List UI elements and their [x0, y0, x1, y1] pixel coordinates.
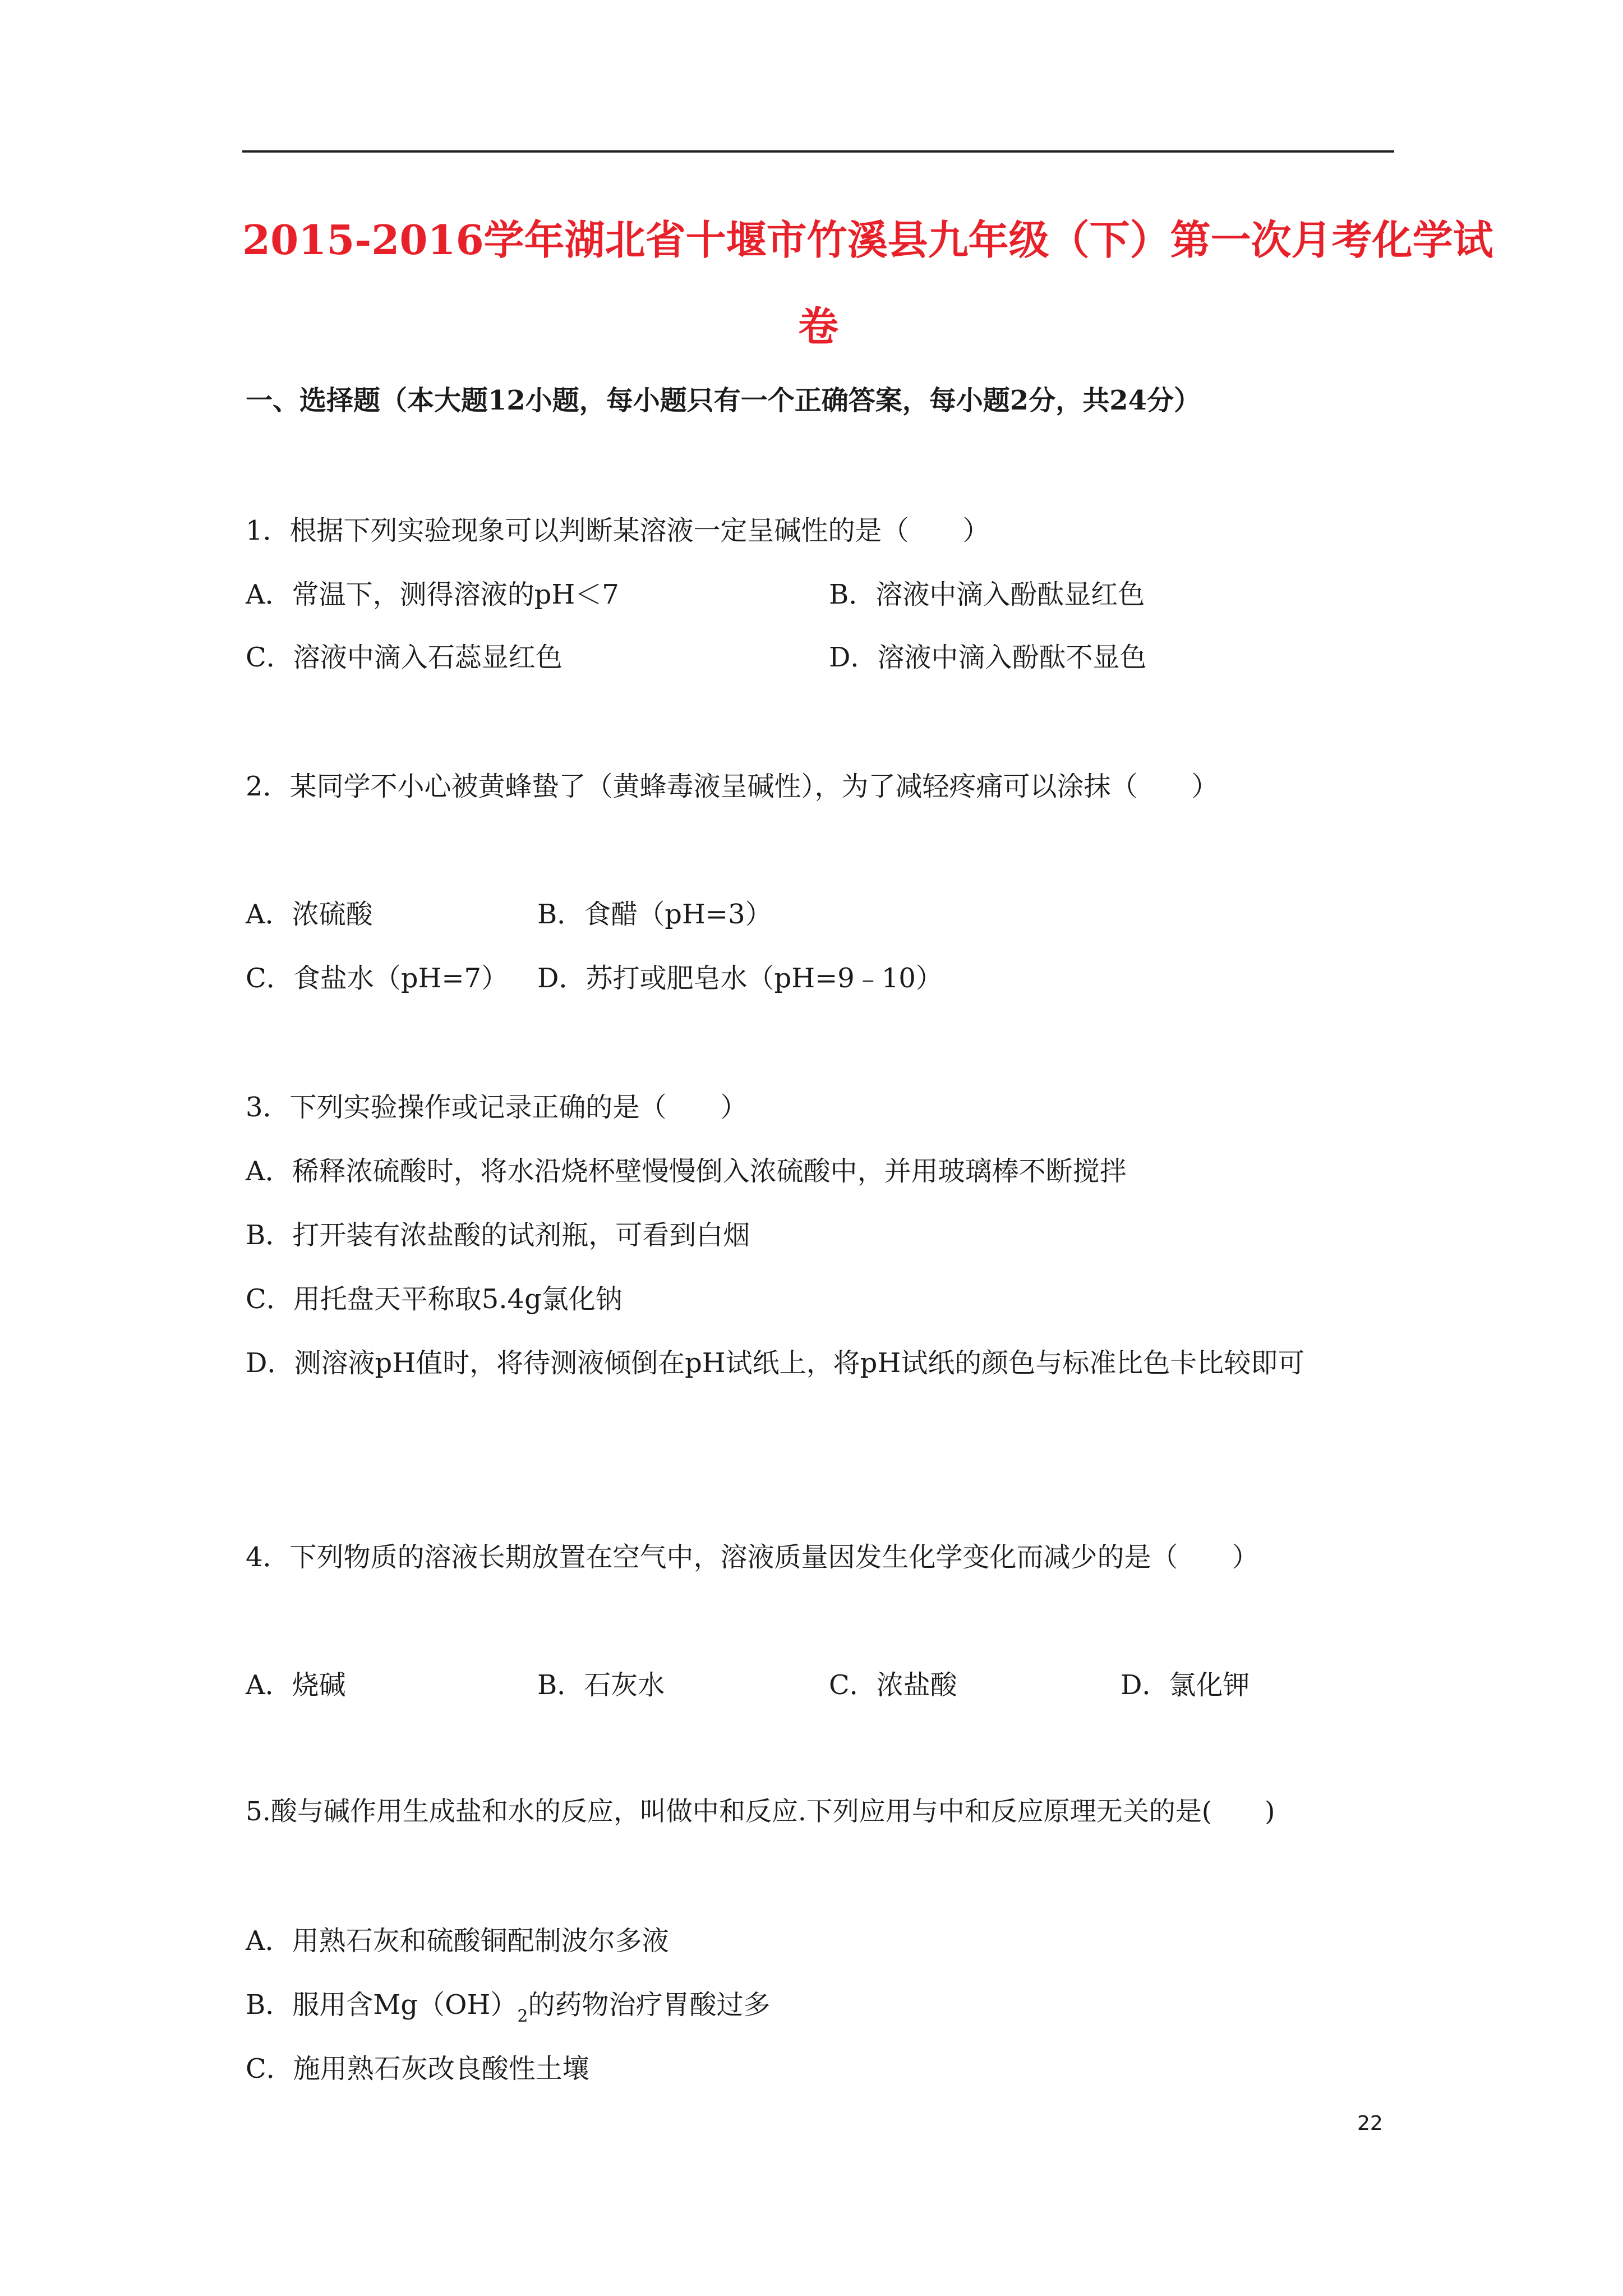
document-title-line2: 卷 — [797, 302, 838, 350]
question-4-option-c: C．浓盐酸 — [829, 1669, 957, 1701]
header-rule — [242, 150, 1394, 153]
question-5-option-a: A．用熟石灰和硫酸铜配制波尔多液 — [246, 1925, 669, 1957]
question-1-option-c: C．溶液中滴入石蕊显红色 — [246, 642, 562, 673]
question-1-option-d: D．溶液中滴入酚酞不显色 — [829, 642, 1147, 673]
question-3-option-d: D．测溶液pH值时，将待测液倾倒在pH试纸上，将pH试纸的颜色与标准比色卡比较即可 — [246, 1347, 1305, 1379]
question-3-option-c: C．用托盘天平称取5.4g氯化钠 — [246, 1283, 623, 1315]
question-2-option-a: A．浓硫酸 — [246, 899, 373, 930]
question-4-stem: 4．下列物质的溶液长期放置在空气中，溶液质量因发生化学变化而减少的是（ ） — [246, 1542, 1259, 1573]
question-3-option-b: B．打开装有浓盐酸的试剂瓶，可看到白烟 — [246, 1220, 750, 1251]
question-1-option-b: B．溶液中滴入酚酞显红色 — [829, 579, 1145, 610]
question-2-option-d: D．苏打或肥皂水（pH=9﹣10） — [537, 963, 943, 994]
question-5-option-b-tail: 的药物治疗胃酸过多 — [528, 1989, 771, 2021]
subscript-2: 2 — [517, 2007, 528, 2026]
question-3-stem: 3．下列实验操作或记录正确的是（ ） — [246, 1092, 748, 1123]
question-1-stem: 1．根据下列实验现象可以判断某溶液一定呈碱性的是（ ） — [246, 515, 990, 546]
question-2-option-b: B．食醋（pH=3） — [537, 899, 772, 930]
question-5-option-b — [246, 1989, 771, 2026]
question-5-option-b-text: B．服用含Mg（OH） — [246, 1989, 518, 2021]
question-3-option-a: A．稀释浓硫酸时，将水沿烧杯壁慢慢倒入浓硫酸中，并用玻璃棒不断搅拌 — [246, 1156, 1127, 1187]
section-heading: 一、选择题（本大题12小题，每小题只有一个正确答案，每小题2分，共24分） — [246, 385, 1201, 416]
page-number: 22 — [1357, 2112, 1383, 2135]
document-title-line1: 2015-2016学年湖北省十堰市竹溪县九年级（下）第一次月考化学试 — [242, 216, 1493, 264]
question-5-option-c: C．施用熟石灰改良酸性土壤 — [246, 2053, 589, 2085]
question-2-option-c: C．食盐水（pH=7） — [246, 963, 509, 994]
question-4-option-d: D．氯化钾 — [1121, 1669, 1250, 1701]
question-2-stem: 2．某同学不小心被黄蜂蛰了（黄蜂毒液呈碱性），为了减轻疼痛可以涂抹（ ） — [246, 771, 1219, 802]
question-4-option-a: A．烧碱 — [246, 1669, 346, 1701]
question-1-option-a: A．常温下，测得溶液的pH＜7 — [246, 579, 619, 610]
question-5-stem: 5.酸与碱作用生成盐和水的反应，叫做中和反应.下列应用与中和反应原理无关的是( ) — [246, 1796, 1275, 1827]
question-4-option-b: B．石灰水 — [537, 1669, 665, 1701]
